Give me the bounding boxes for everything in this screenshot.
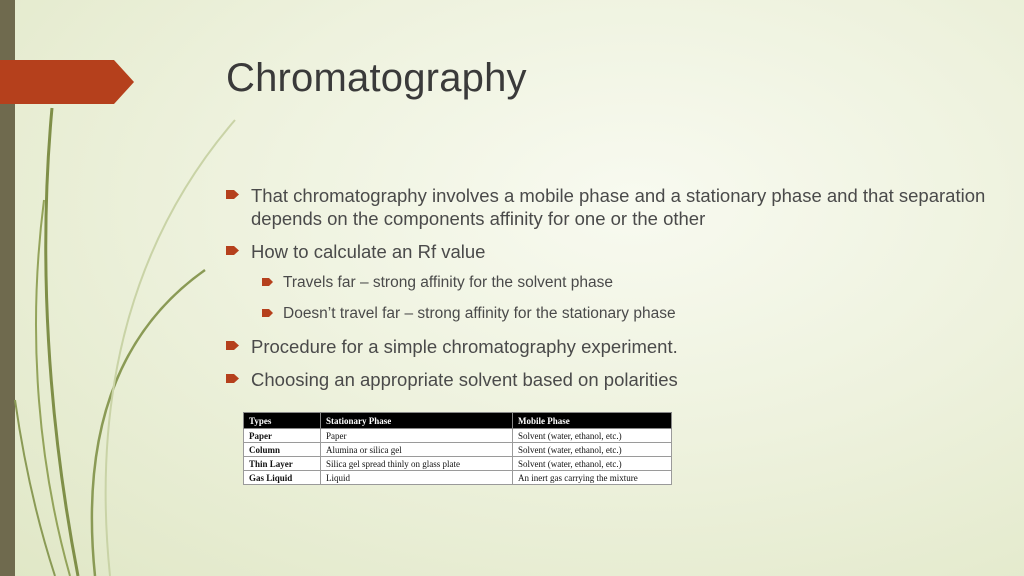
arrow-bullet-icon — [262, 278, 273, 286]
bullet-item — [226, 184, 986, 230]
sub-bullet-text: Travels far – strong affinity for the solvent phase — [283, 274, 613, 291]
table-row — [244, 471, 672, 485]
arrow-bullet-icon — [226, 341, 239, 350]
table-cell-stationary: Paper — [321, 429, 513, 443]
slide-title: Chromatography — [226, 56, 527, 100]
table-cell-stationary: Silica gel spread thinly on glass plate — [321, 457, 513, 471]
table-cell-mobile: Solvent (water, ethanol, etc.) — [513, 429, 672, 443]
arrow-bullet-icon — [226, 246, 239, 255]
bullet-item — [226, 368, 986, 391]
sub-bullet-item — [262, 273, 986, 293]
column-header-stationary-phase: Stationary Phase — [321, 413, 513, 429]
table-row — [244, 429, 672, 443]
table-cell-type: Column — [244, 443, 321, 457]
table-cell-mobile: Solvent (water, ethanol, etc.) — [513, 457, 672, 471]
table-row — [244, 443, 672, 457]
table-row — [244, 457, 672, 471]
bullet-text: Choosing an appropriate solvent based on polarities — [251, 369, 678, 390]
bullet-text: Procedure for a simple chromatography experiment. — [251, 336, 678, 357]
table-cell-type: Gas Liquid — [244, 471, 321, 485]
sub-bullet-text: Doesn’t travel far – strong affinity for the stationary phase — [283, 305, 676, 322]
table-cell-mobile: Solvent (water, ethanol, etc.) — [513, 443, 672, 457]
title-accent-arrow — [0, 60, 134, 104]
arrow-bullet-icon — [226, 374, 239, 383]
bullet-item — [226, 335, 986, 358]
bullet-item — [226, 240, 986, 263]
arrow-bullet-icon — [262, 309, 273, 317]
arrow-bullet-icon — [226, 190, 239, 199]
bullet-list — [226, 184, 986, 401]
column-header-mobile-phase: Mobile Phase — [513, 413, 672, 429]
table-cell-stationary: Liquid — [321, 471, 513, 485]
sub-bullet-item — [262, 304, 986, 324]
table-cell-type: Paper — [244, 429, 321, 443]
table-cell-mobile: An inert gas carrying the mixture — [513, 471, 672, 485]
column-header-types: Types — [244, 413, 321, 429]
bullet-text: That chromatography involves a mobile phase and a stationary phase and that separation depends on the components affinity for one or the other — [251, 185, 986, 229]
swoosh-line — [46, 108, 78, 576]
bullet-text: How to calculate an Rf value — [251, 241, 486, 262]
table-header-row — [244, 413, 672, 429]
table-cell-type: Thin Layer — [244, 457, 321, 471]
table-cell-stationary: Alumina or silica gel — [321, 443, 513, 457]
chromatography-types-table — [243, 412, 672, 485]
swoosh-line — [106, 120, 235, 576]
